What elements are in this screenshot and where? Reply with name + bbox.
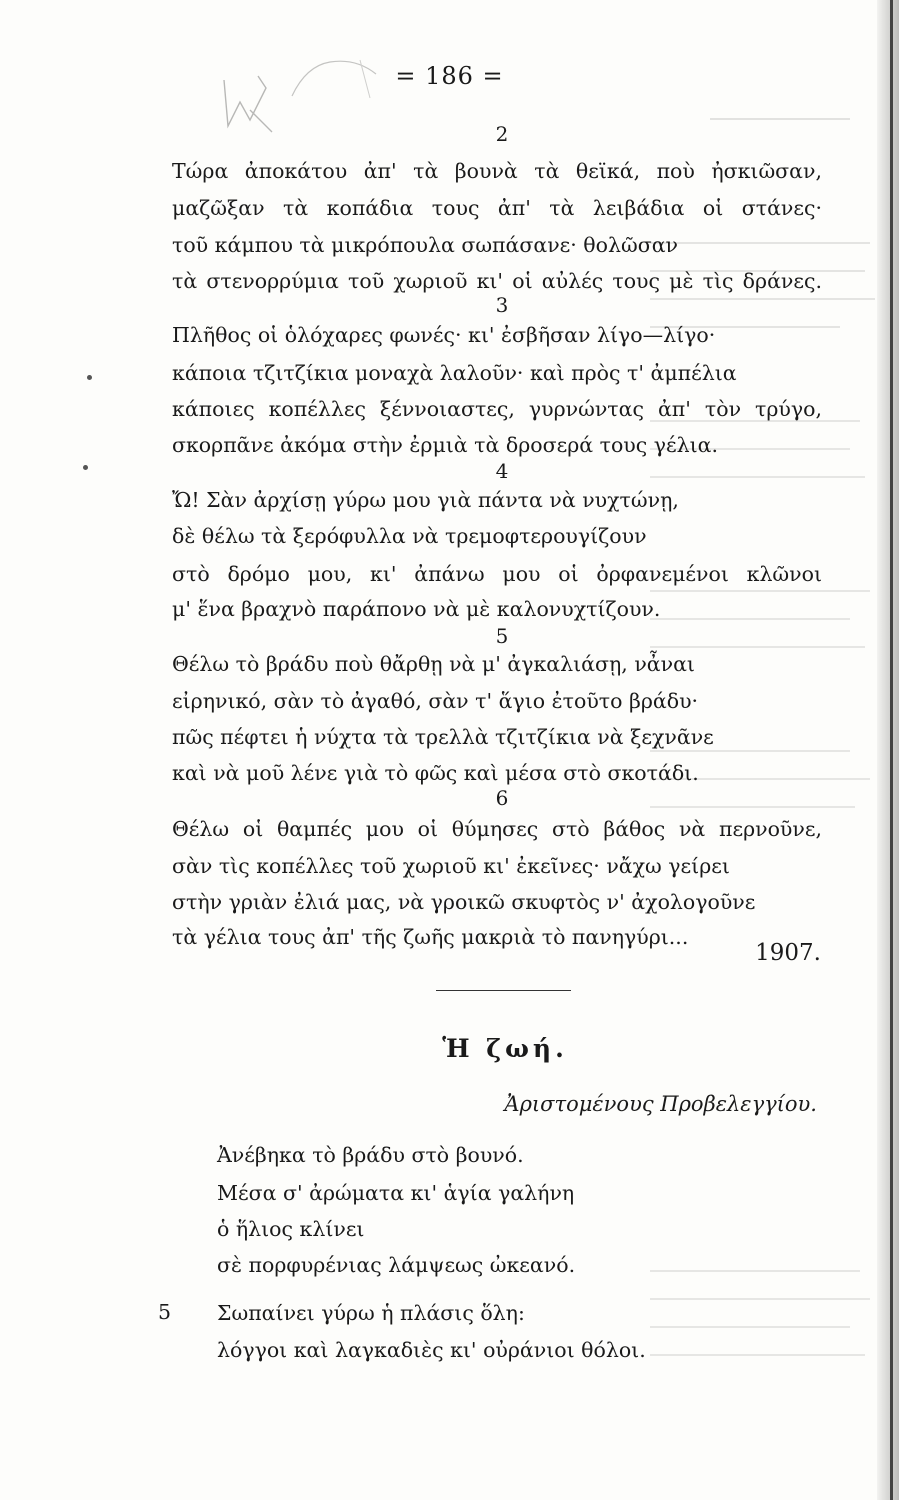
page-number: = 186 = <box>395 62 504 90</box>
poem-line: πῶς πέφτει ἡ νύχτα τὰ τρελλὰ τζιτζίκια νὰ ξεχνᾶνε <box>172 725 714 749</box>
poem-date: 1907. <box>755 940 821 966</box>
poem-line: δὲ θέλω τὰ ξερόφυλλα νὰ τρεμοφτερουγίζουν <box>172 524 647 548</box>
section-divider <box>436 990 571 991</box>
poem-line: τοῦ κάμπου τὰ μικρόπουλα σωπάσανε· θολῶσαν <box>172 233 679 257</box>
poem-title: Ἡ ζωή. <box>442 1034 568 1063</box>
book-spine-edge <box>890 0 893 1500</box>
poem-line: Ὤ! Σὰν ἀρχίσῃ γύρω μου γιὰ πάντα νὰ νυχτώνῃ, <box>172 488 679 512</box>
poem-line: καὶ νὰ μοῦ λένε γιὰ τὸ φῶς καὶ μέσα στὸ σκοτάδι. <box>172 761 699 785</box>
poem-line: μαζῶξαν τὰ κοπάδια τους ἀπ' τὰ λειβάδια οἱ στάνες· <box>172 196 822 220</box>
stanza-number: 3 <box>495 293 509 317</box>
bleed-through-text <box>650 1260 880 1368</box>
poem-line: σὰν τὶς κοπέλλες τοῦ χωριοῦ κι' ἐκεῖνες· νἄχω γείρει <box>172 854 730 878</box>
poem-line: Πλῆθος οἱ ὁλόχαρες φωνές· κι' ἐσβῆσαν λίγο—λίγο· <box>172 323 716 347</box>
margin-dot <box>83 465 88 470</box>
poem-line: κάποια τζιτζίκια μοναχὰ λαλοῦν· καὶ πρὸς τ' ἀμπέλια <box>172 361 737 385</box>
poem-line: Θέλω τὸ βράδυ ποὺ θἄρθῃ νὰ μ' ἀγκαλιάσῃ, νἆναι <box>172 652 695 676</box>
poem-line: εἰρηνικό, σὰν τὸ ἀγαθό, σὰν τ' ἅγιο ἐτοῦτο βράδυ· <box>172 689 699 713</box>
poem-author: Ἀριστομένους Προβελεγγίου. <box>504 1092 817 1116</box>
poem-line: τὰ γέλια τους ἀπ' τῆς ζωῆς μακριὰ τὸ πανηγύρι... <box>172 925 689 949</box>
poem-line: στὸ δρόμο μου, κι' ἀπάνω μου οἱ ὀρφανεμένοι κλῶνοι <box>172 562 822 586</box>
poem-line: τὰ στενορρύμια τοῦ χωριοῦ κι' οἱ αὐλές τους μὲ τὶς δράνες. <box>172 269 822 293</box>
stanza-number: 6 <box>495 786 509 810</box>
poem-line: σὲ πορφυρένιας λάμψεως ὠκεανό. <box>217 1253 576 1277</box>
poem-line: Σωπαίνει γύρω ἡ πλάσις ὅλη: <box>217 1301 525 1325</box>
poem-line: λόγγοι καὶ λαγκαδιὲς κι' οὐράνιοι θόλοι. <box>217 1338 646 1362</box>
poem-line: Μέσα σ' ἀρώματα κι' ἁγία γαλήνη <box>217 1181 575 1205</box>
poem-line: στὴν γριὰν ἐλιά μας, νὰ γροικῶ σκυφτὸς ν' ἀχολογοῦνε <box>172 890 756 914</box>
stanza-number: 4 <box>495 459 509 483</box>
poem-line: Ἀνέβηκα τὸ βράδυ στὸ βουνό. <box>217 1143 524 1167</box>
poem-line: Θέλω οἱ θαμπές μου οἱ θύμησες στὸ βάθος νὰ περνοῦνε, <box>172 817 822 841</box>
stanza-number: 5 <box>495 624 509 648</box>
margin-dot <box>87 375 92 380</box>
poem-line: κάποιες κοπέλλες ξέννοιαστες, γυρνώντας ἀπ' τὸν τρύγο, <box>172 397 822 421</box>
poem-line: σκορπᾶνε ἀκόμα στὴν ἐρμιὰ τὰ δροσερά τους γέλια. <box>172 433 719 457</box>
poem-line: Τώρα ἀποκάτου ἀπ' τὰ βουνὰ τὰ θεϊκά, ποὺ ἠσκιῶσαν, <box>172 159 822 183</box>
poem-line: ὁ ἥλιος κλίνει <box>217 1217 365 1241</box>
line-number-margin: 5 <box>158 1300 172 1324</box>
poem-line: μ' ἕνα βραχνὸ παράπονο νὰ μὲ καλονυχτίζουν. <box>172 597 661 621</box>
stanza-number: 2 <box>495 122 509 146</box>
book-spine-shadow <box>877 0 899 1500</box>
